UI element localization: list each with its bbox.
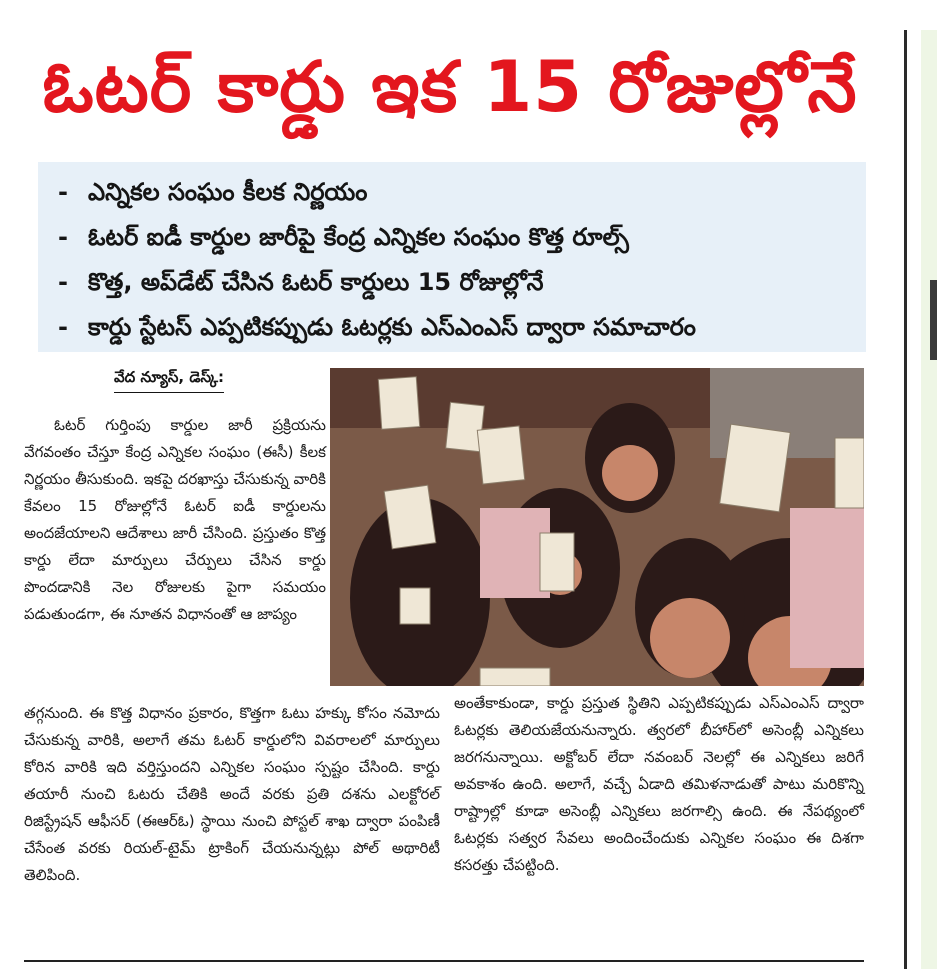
bullet-dash: - — [58, 178, 68, 206]
highlight-item — [58, 260, 846, 305]
article-column-3 — [454, 690, 864, 879]
highlight-item — [58, 215, 846, 260]
bullet-dash: - — [58, 268, 68, 296]
adjacent-article-strip — [921, 30, 937, 969]
headline: ఓటర్ కార్డు ఇక 15 రోజుల్లోనే — [42, 45, 858, 128]
highlight-text: కొత్త, అప్‌డేట్ చేసిన ఓటర్ కార్డులు 15 రోజుల్లోనే — [88, 268, 544, 296]
adjacent-article-edge — [930, 280, 937, 360]
bullet-dash: - — [58, 313, 68, 341]
bullet-dash: - — [58, 223, 68, 251]
highlight-item — [58, 170, 846, 215]
highlights-box — [38, 162, 866, 352]
article-column-1 — [24, 412, 326, 628]
highlight-text: కార్డు స్టేటస్ ఎప్పటికప్పుడు ఓటర్లకు ఎస్ఎంఎస్ ద్వారా సమాచారం — [88, 313, 696, 341]
paragraph: అంతేకాకుండా, కార్డు ప్రస్తుత స్థితిని ఎప్పటికప్పుడు ఎస్ఎంఎస్ ద్వారా ఓటర్లకు తెలియజేయనున్నారు. త్వరలో బీహార్‌లో అసెంబ్లీ ఎన్నికలు జరగనున్నాయి. అక్టోబర్ లేదా నవంబర్ నెలల్లో ఈ ఎన్నికలు జరిగే అవకాశం ఉంది. అలాగే, వచ్చే ఏడాది తమిళనాడుతో పాటు మరికొన్ని రాష్ట్రాల్లో కూడా అసెంబ్లీ ఎన్నికలు జరగాల్సి ఉంది. ఈ నేపథ్యంలో ఓటర్లకు సత్వర సేవలు అందించేందుకు ఎన్నికల సంఘం ఈ దిశగా కసరత్తు చేపట్టింది. — [454, 694, 864, 874]
voters-photo — [330, 368, 864, 686]
byline: వేద న్యూస్, డెస్క్: — [114, 368, 224, 393]
bottom-rule — [24, 960, 864, 962]
paragraph: తగ్గనుంది. ఈ కొత్త విధానం ప్రకారం, కొత్తగా ఓటు హక్కు కోసం నమోదు చేసుకున్న వారికి, అలాగే తమ ఓటర్ కార్డులోని వివరాలలో మార్పులు కోరిన వారికి ఇది వర్తిస్తుందని ఎన్నికల సంఘం స్పష్టం చేసింది. కార్డు తయారీ నుంచి ఓటరు చేతికి అందే వరకు ప్రతి దశను ఎలక్టోరల్ రిజిస్ట్రేషన్ ఆఫీసర్ (ఈఆర్ఓ) స్థాయి నుంచి పోస్టల్ శాఖ ద్వారా పంపిణీ చేసేంత వరకు రియల్-టైమ్ ట్రాకింగ్ చేయనున్నట్లు పోల్ అథారిటీ తెలిపింది. — [24, 704, 440, 884]
column-divider — [904, 30, 907, 969]
highlight-item — [58, 305, 846, 350]
paragraph: ఓటర్ గుర్తింపు కార్డుల జారీ ప్రక్రియను వేగవంతం చేస్తూ కేంద్ర ఎన్నికల సంఘం (ఈసీ) కీలక నిర్ణయం తీసుకుంది. ఇకపై దరఖాస్తు చేసుకున్న వారికి కేవలం 15 రోజుల్లోనే ఓటర్ ఐడీ కార్డులను అందజేయాలని ఆదేశాలు జారీ చేసింది. ప్రస్తుతం కొత్త కార్డు లేదా మార్పులు చేర్పులు చేసిన కార్డు పొందడానికి నెల రోజులకు పైగా సమయం పడుతుండగా, ఈ నూతన విధానంతో ఆ జాప్యం — [24, 416, 326, 623]
highlight-text: ఎన్నికల సంఘం కీలక నిర్ణయం — [88, 178, 368, 206]
article-column-2 — [24, 700, 440, 889]
photo-illustration — [330, 368, 864, 686]
highlight-text: ఓటర్ ఐడీ కార్డుల జారీపై కేంద్ర ఎన్నికల సంఘం కొత్త రూల్స్ — [88, 223, 629, 251]
